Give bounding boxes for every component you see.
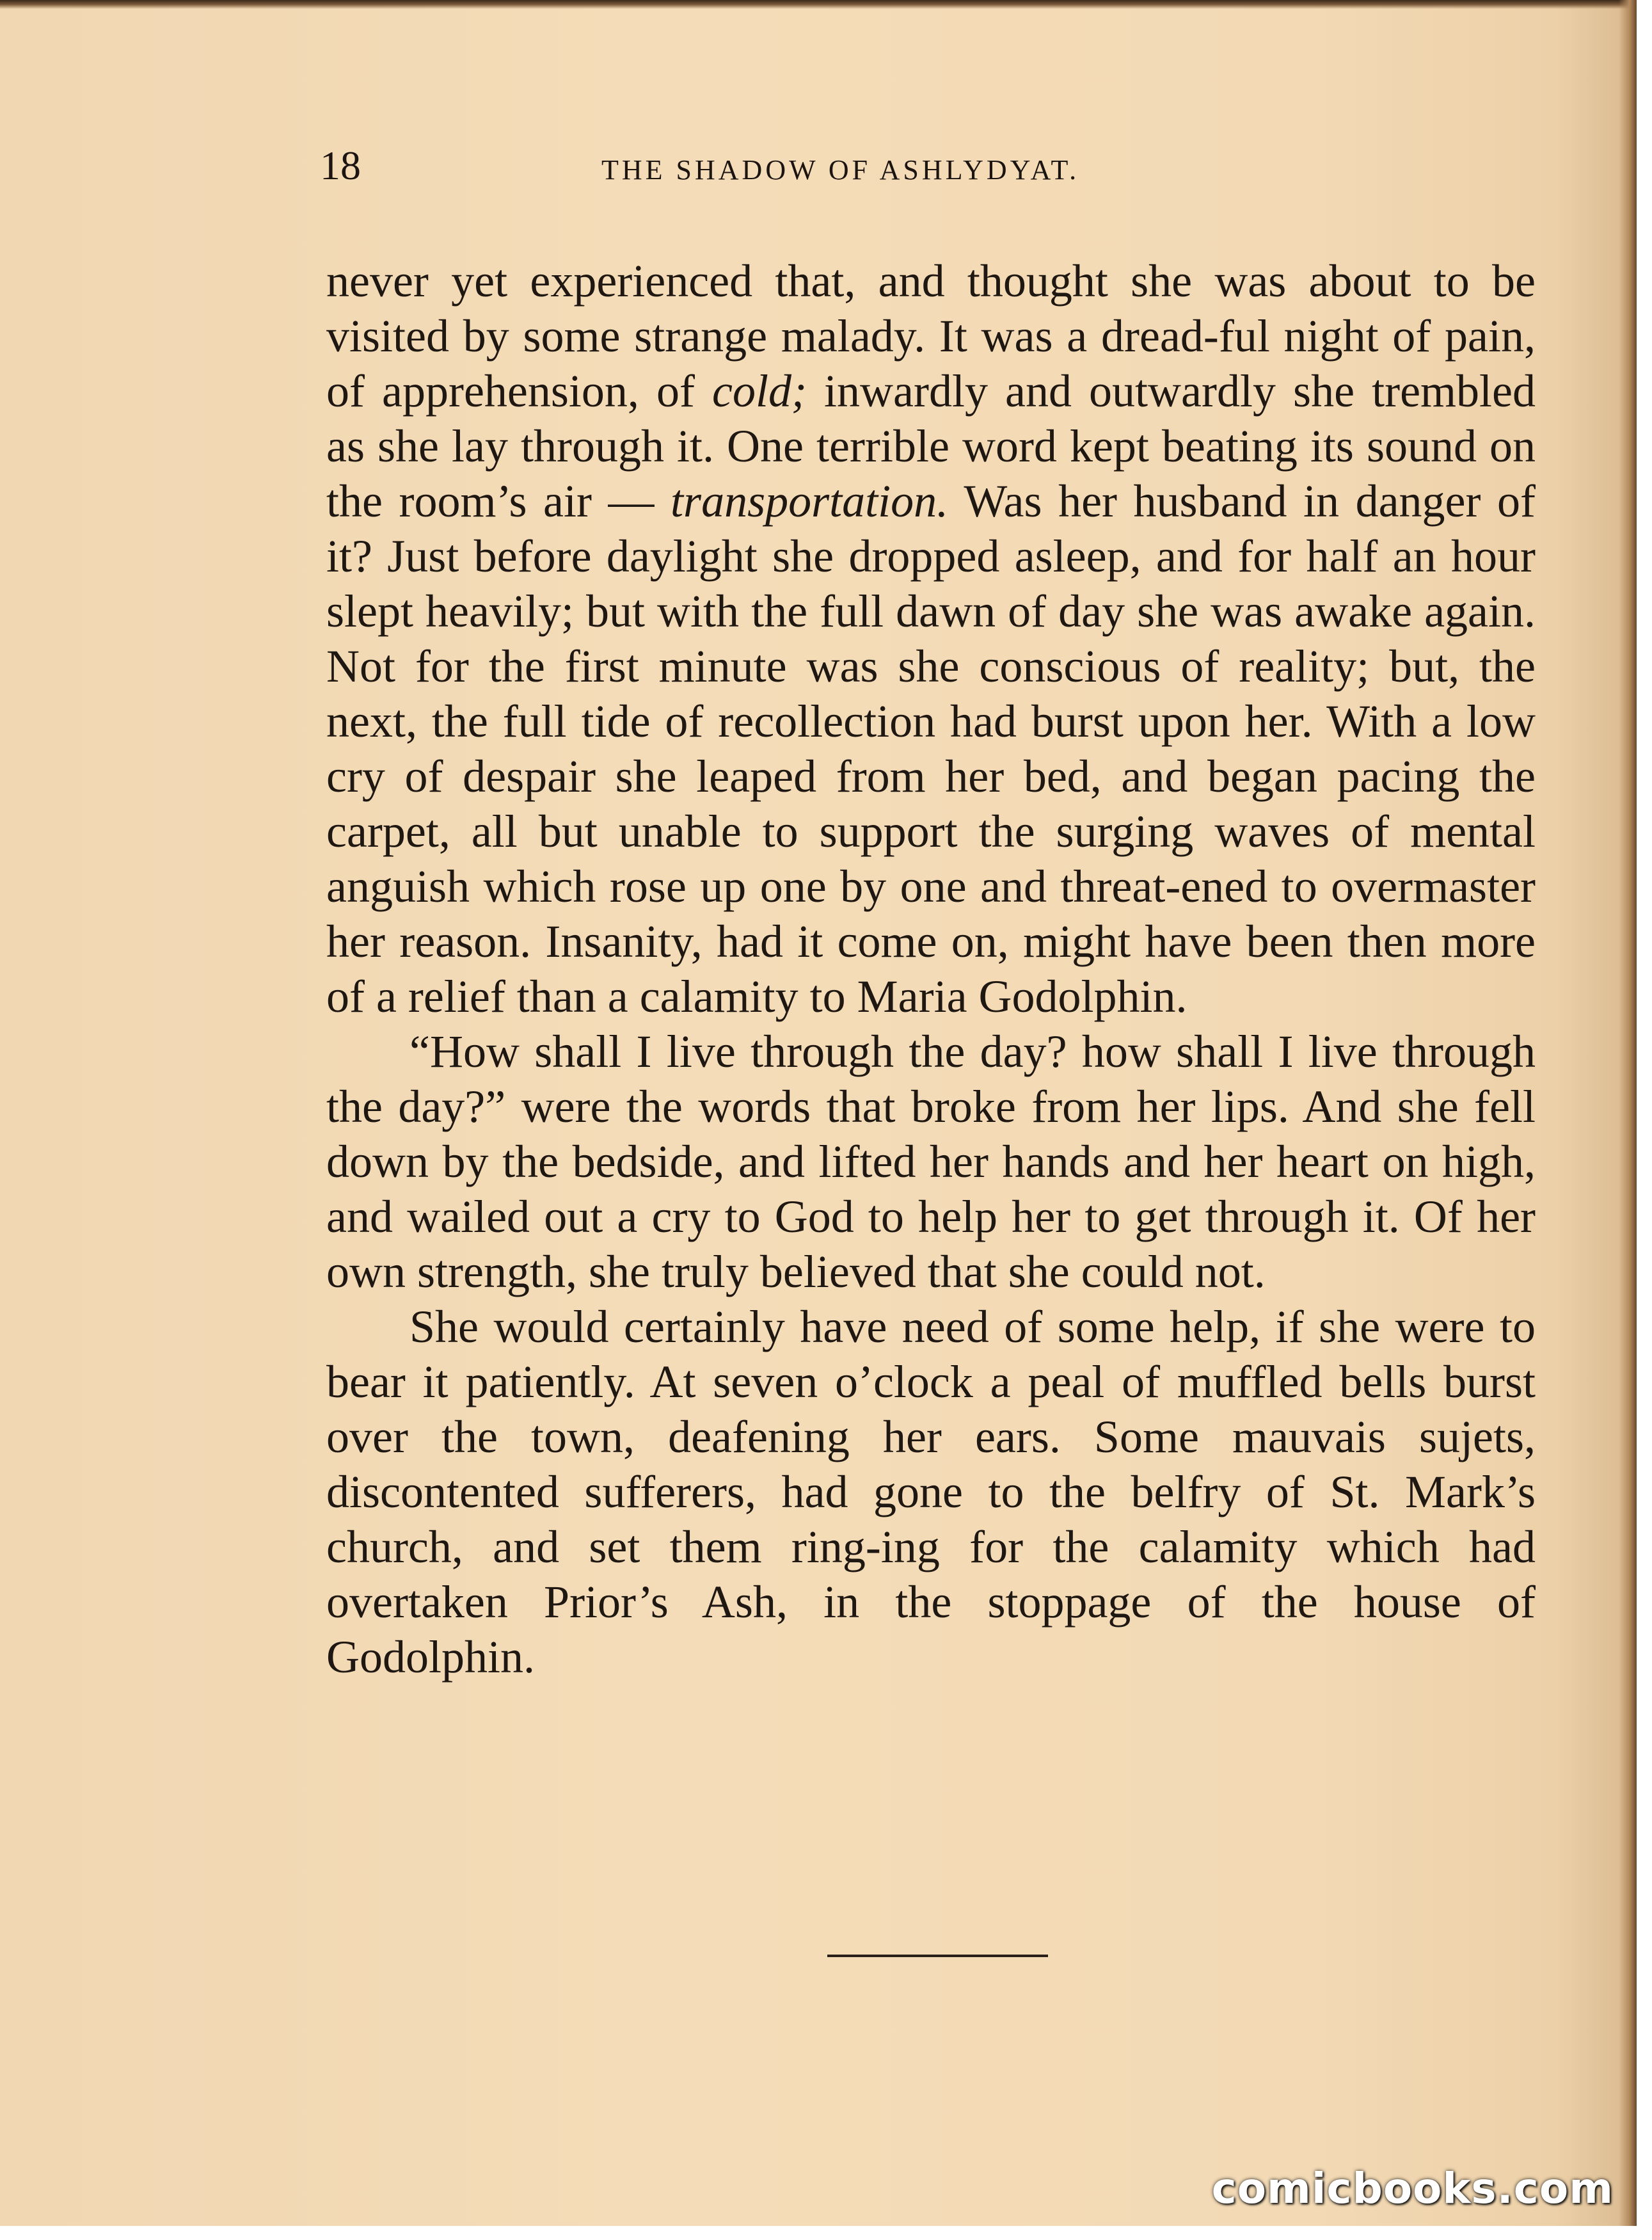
page-top-shadow — [0, 0, 1637, 9]
paragraph-1-part-3: Was her husband in danger of it? Just before daylight she dropped asleep, and for half an hour slept heavily; but with the full dawn of day she was awake again. Not for the first minute was she conscious of reality; but, the next, the full tide of recollection had burst upon her. With a low cry of despair she leaped from her bed, and began pacing the carpet, all but unable to support the surging waves of mental anguish which rose up one by one and threat-ened to overmaster her reason. Insanity, had it come on, might have been then more of a relief than a calamity to Maria Godolphin. — [326, 476, 1536, 1022]
paragraph-3: She would certainly have need of some help, if she were to bear it patiently. At seven o’clock a peal of muffled bells burst over the town, deafening her ears. Some mauvais sujets, discontented sufferers, had gone to the belfry of St. Mark’s church, and set them ring-ing for the calamity which had overtaken Prior’s Ash, in the stoppage of the house of Godolphin. — [326, 1301, 1536, 1683]
paragraph-1-italic-2: transportation. — [671, 476, 949, 527]
body-text — [326, 253, 1536, 1684]
paragraph-1-part-2: inwardly and outwardly she trembled as she lay through it. One terrible word kept beating its sound on the room’s air — — [326, 365, 1536, 527]
section-divider-rule — [827, 1955, 1048, 1957]
paragraph-1-italic-1: cold; — [712, 365, 807, 417]
paragraph-1 — [326, 253, 1536, 1024]
page-spine-edge — [1619, 0, 1637, 2226]
watermark: comicbooks.com — [1211, 2164, 1614, 2213]
paragraph-1-part-1: never yet experienced that, and thought she was about to be visited by some strange malady. It was a dread-ful night of pain, of apprehension, of — [326, 255, 1536, 417]
paragraph-2: “How shall I live through the day? how shall I live through the day?” were the words that broke from her lips. And she fell down by the bedside, and lifted her hands and her heart on high, and wailed out a cry to God to help her to get through it. Of her own strength, she truly believed that she could not. — [326, 1026, 1536, 1297]
running-title: THE SHADOW OF ASHLYDYAT. — [601, 154, 1080, 186]
page-header — [320, 142, 1536, 193]
page-number: 18 — [320, 143, 361, 188]
